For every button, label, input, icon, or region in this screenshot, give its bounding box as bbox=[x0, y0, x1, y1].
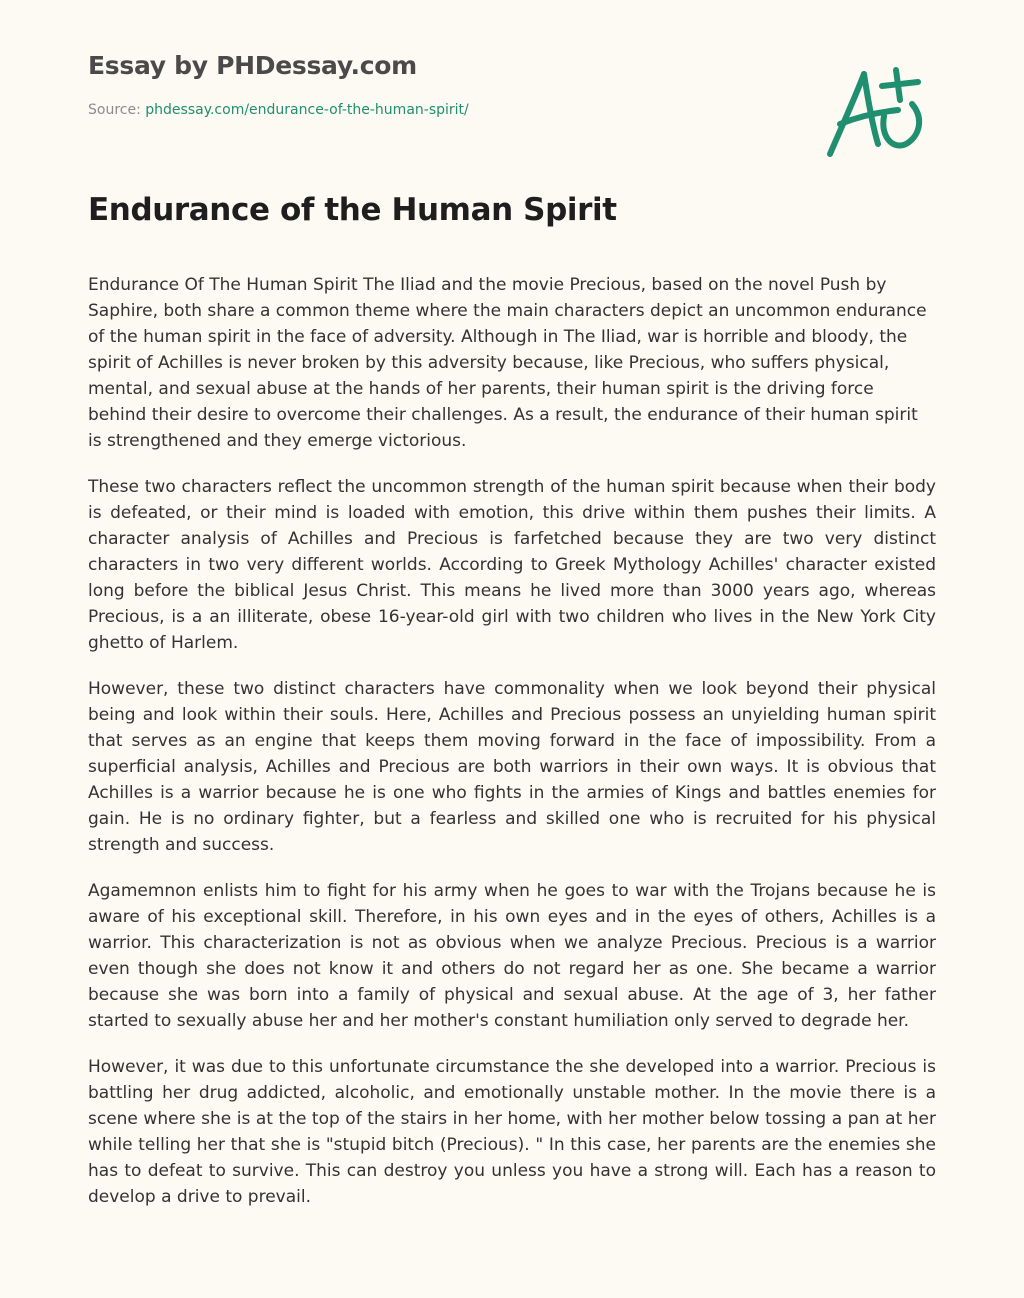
paragraph: These two characters reflect the uncommon strength of the human spirit because when their body is defeated, or their mind is loaded with emotion, this drive within them pushes their limits. A character analysis of Achilles and Precious is farfetched because they are two very distinct characters in two very different worlds. According to Greek Mythology Achilles' character existed long before the biblical Jesus Christ. This means he lived more than 3000 years ago, whereas Precious, is a an illiterate, obese 16-year-old girl with two children who lives in the New York City ghetto of Harlem. bbox=[88, 477, 936, 653]
page-title: Endurance of the Human Spirit bbox=[88, 192, 617, 228]
paragraph: However, it was due to this unfortunate circumstance the she developed into a warrior. Precious is battling her drug addicted, alcoholic, and emotionally unstable mother. In the movie there is a scene where she is at the top of the stairs in her home, with her mother below tossing a pan at her while telling her that she is "stupid bitch (Precious). " In this case, her parents are the enemies she has to defeat to survive. This can destroy you unless you have a strong will. Each has a reason to develop a drive to prevail. bbox=[88, 1057, 936, 1207]
source-line bbox=[88, 100, 936, 120]
a-plus-grade-icon bbox=[820, 60, 930, 162]
source-link[interactable]: phdessay.com/endurance-of-the-human-spirit/ bbox=[145, 102, 469, 118]
site-header bbox=[88, 48, 936, 120]
brand-title: Essay by PHDessay.com bbox=[88, 51, 417, 80]
paragraph: Endurance Of The Human Spirit The Iliad and the movie Precious, based on the novel Push by Saphire, both share a common theme where the main characters depict an uncommon endurance of the human spirit in the face of adversity. Although in The Iliad, war is horrible and bloody, the spirit of Achilles is never broken by this adversity because, like Precious, who suffers physical, mental, and sexual abuse at the hands of her parents, their human spirit is the driving force behind their desire to overcome their challenges. As a result, the endurance of their human spirit is strengthened and they emerge victorious. bbox=[88, 275, 927, 451]
source-label: Source: bbox=[88, 102, 141, 118]
paragraph: However, these two distinct characters have commonality when we look beyond their physical being and look within their souls. Here, Achilles and Precious possess an unyielding human spirit that serves as an engine that keeps them moving forward in the face of impossibility. From a superficial analysis, Achilles and Precious are both warriors in their own ways. It is obvious that Achilles is a warrior because he is one who fights in the armies of Kings and battles enemies for gain. He is no ordinary fighter, but a fearless and skilled one who is recruited for his physical strength and success. bbox=[88, 679, 936, 855]
paragraph: Agamemnon enlists him to fight for his army when he goes to war with the Trojans because he is aware of his exceptional skill. Therefore, in his own eyes and in the eyes of others, Achilles is a warrior. This characterization is not as obvious when we analyze Precious. Precious is a warrior even though she does not know it and others do not regard her as one. She became a warrior because she was born into a family of physical and sexual abuse. At the age of 3, her father started to sexually abuse her and her mother's constant humiliation only served to degrade her. bbox=[88, 881, 936, 1031]
article-body bbox=[88, 272, 936, 1230]
